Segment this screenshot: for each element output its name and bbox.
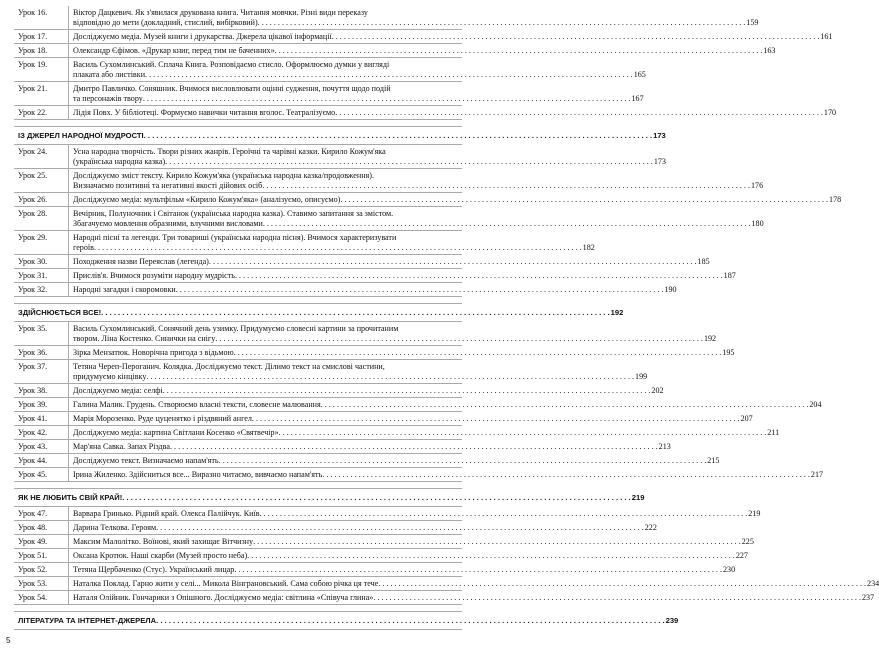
lesson-number: Урок 52. bbox=[18, 565, 48, 574]
lesson-title-line bbox=[73, 18, 758, 28]
lesson-title bbox=[68, 30, 833, 43]
lesson-title-text: Мар'яна Савка. Запах Різдва bbox=[73, 442, 170, 451]
lesson-title bbox=[68, 44, 775, 57]
dot-leader bbox=[235, 271, 723, 281]
lesson-title-text: Максим Малолітко. Воїнові, який захищає Вітчизну bbox=[73, 537, 254, 546]
lesson-title bbox=[68, 269, 736, 282]
lesson-title-text: Походження назви Переяслав (легенда) bbox=[73, 257, 209, 266]
lesson-number: Урок 36. bbox=[18, 348, 48, 357]
page-number: 5 bbox=[6, 636, 11, 645]
lesson-title bbox=[68, 6, 758, 29]
section-title: ІЗ ДЖЕРЕЛ НАРОДНОЇ МУДРОСТІ bbox=[18, 131, 144, 140]
lesson-page: 165 bbox=[633, 70, 646, 79]
dot-leader bbox=[101, 308, 609, 318]
section-title: ЯК НЕ ЛЮБИТЬ СВІЙ КРАЙ! bbox=[18, 493, 123, 502]
lesson-title bbox=[68, 549, 748, 562]
section-title: ЗДІЙСНЮЄТЬСЯ ВСЕ! bbox=[18, 308, 102, 317]
lesson-title-line bbox=[73, 8, 758, 18]
lesson-page: 217 bbox=[810, 470, 824, 479]
lesson-title-text: Наталя Олійник. Гончарики з Опішного. Досліджуємо медіа: світлина «Співуча глина» bbox=[73, 593, 374, 602]
lesson-title-text: плаката або листівки bbox=[73, 70, 146, 79]
lesson-page: 170 bbox=[823, 108, 837, 117]
lesson-page: 180 bbox=[751, 219, 764, 228]
lesson-title bbox=[68, 384, 664, 397]
lesson-title-line bbox=[73, 348, 734, 358]
lesson-page: 234 bbox=[867, 579, 879, 588]
lesson-title-text: Народні загадки і скоромовки bbox=[73, 285, 176, 294]
lesson-page: 207 bbox=[740, 414, 753, 423]
lesson-title-line bbox=[73, 551, 748, 561]
toc-entry[interactable] bbox=[14, 44, 776, 58]
lesson-title bbox=[68, 58, 646, 81]
lesson-title-text: Тетяна Щербаченко (Стус). Український лицар bbox=[73, 565, 235, 574]
lesson-number: Урок 28. bbox=[18, 209, 48, 218]
toc-entry[interactable] bbox=[14, 426, 780, 440]
lesson-title-text: Досліджуємо медіа: мультфільм «Кирило Кожум'яка» (аналізуємо, описуємо) bbox=[73, 195, 341, 204]
toc-entry[interactable] bbox=[14, 507, 761, 521]
lesson-title-text: Варвара Гринько. Рідний край. Олекса Палійчук. Київ bbox=[73, 509, 260, 518]
lesson-title-line bbox=[73, 108, 836, 118]
lesson-page: 173 bbox=[653, 157, 666, 166]
lesson-page: 161 bbox=[820, 32, 833, 41]
lesson-page: 199 bbox=[635, 372, 648, 381]
toc-entry[interactable] bbox=[14, 58, 646, 82]
lesson-title-line bbox=[73, 324, 716, 334]
lesson-title-line bbox=[73, 386, 664, 396]
lesson-title bbox=[68, 454, 719, 467]
lesson-title-line bbox=[73, 285, 677, 295]
toc-entry[interactable] bbox=[14, 549, 748, 563]
lesson-title-text: Досліджуємо зміст тексту. Кирило Кожум'яка (українська народна казка/продовження). bbox=[73, 171, 374, 180]
lesson-title bbox=[68, 507, 760, 520]
lesson-page: 176 bbox=[750, 181, 764, 190]
lesson-number: Урок 25. bbox=[18, 171, 48, 180]
lesson-page: 190 bbox=[664, 285, 677, 294]
lesson-title-text: Марія Морозенко. Руде цуценятко і різдвяний ангел bbox=[73, 414, 252, 423]
lesson-title-text: Лідія Повх. У бібліотеці. Формуємо навички читання вголос. Театралізуємо bbox=[73, 108, 336, 117]
lesson-page: 167 bbox=[631, 94, 644, 103]
lesson-number: Урок 41. bbox=[18, 414, 48, 423]
lesson-title-text: відповідно до мети (докладний, стислий, вибірковий) bbox=[73, 18, 258, 27]
dot-leader bbox=[219, 456, 707, 466]
dot-leader bbox=[279, 428, 767, 438]
lesson-page: 227 bbox=[735, 551, 748, 560]
lesson-page: 222 bbox=[644, 523, 657, 532]
dot-leader bbox=[373, 593, 861, 603]
toc-entry[interactable] bbox=[14, 563, 736, 577]
toc-entry[interactable] bbox=[14, 360, 648, 384]
lesson-title bbox=[68, 535, 754, 548]
lesson-title bbox=[68, 255, 710, 268]
lesson-title-line bbox=[73, 70, 646, 80]
dot-leader bbox=[275, 46, 763, 56]
lesson-title-line bbox=[73, 579, 879, 589]
lesson-title-text: Народні пісні та легенди. Три товариші (українська народна пісня). Вчимося характеризувати bbox=[73, 233, 397, 242]
section-title: ЛІТЕРАТУРА ТА ІНТЕРНЕТ-ДЖЕРЕЛА bbox=[18, 616, 157, 625]
lesson-title bbox=[68, 440, 671, 453]
lesson-number: Урок 47. bbox=[18, 509, 48, 518]
toc-entry[interactable] bbox=[14, 412, 753, 426]
toc-entry[interactable] bbox=[14, 322, 717, 346]
section-heading[interactable] bbox=[14, 488, 645, 507]
dot-leader bbox=[260, 509, 748, 519]
lesson-page: 215 bbox=[707, 456, 720, 465]
lesson-title-line bbox=[73, 456, 719, 466]
lesson-title bbox=[68, 193, 841, 206]
toc-entry[interactable] bbox=[14, 454, 720, 468]
lesson-title-text: Досліджуємо медіа: селфі bbox=[73, 386, 163, 395]
toc-entry[interactable] bbox=[14, 207, 764, 231]
lesson-title-line bbox=[73, 334, 716, 344]
lesson-page: 202 bbox=[651, 386, 664, 395]
lesson-title-line bbox=[73, 209, 764, 219]
lesson-number: Урок 53. bbox=[18, 579, 48, 588]
lesson-number: Урок 45. bbox=[18, 470, 48, 479]
lesson-title bbox=[68, 106, 836, 119]
toc-entry[interactable] bbox=[14, 6, 759, 30]
dot-leader bbox=[234, 565, 722, 575]
lesson-title-line bbox=[73, 195, 841, 205]
lesson-title-text: Наталка Поклад. Гарно жити у селі... Микола Вінграновський. Сама собою річка ця тече bbox=[73, 579, 379, 588]
lesson-title-line bbox=[73, 171, 763, 181]
dot-leader bbox=[94, 243, 582, 253]
toc-entry[interactable] bbox=[14, 169, 764, 193]
section-page: 239 bbox=[665, 616, 679, 625]
section-heading[interactable] bbox=[14, 303, 624, 322]
lesson-page: 159 bbox=[746, 18, 759, 27]
lesson-title bbox=[68, 207, 764, 230]
lesson-number: Урок 26. bbox=[18, 195, 48, 204]
lesson-title-line bbox=[73, 509, 760, 519]
lesson-title-text: Ірина Жиленко. Здійсниться все... Виразно читаємо, вивчаємо напам'ять bbox=[73, 470, 323, 479]
lesson-title-line bbox=[73, 60, 646, 70]
lesson-title-text: Дарина Телкова. Героям bbox=[73, 523, 157, 532]
dot-leader bbox=[163, 386, 651, 396]
lesson-page: 213 bbox=[658, 442, 671, 451]
lesson-title-line bbox=[73, 428, 779, 438]
dot-leader bbox=[322, 470, 810, 480]
lesson-title bbox=[68, 591, 874, 604]
lesson-page: 230 bbox=[722, 565, 736, 574]
lesson-number: Урок 16. bbox=[18, 8, 48, 17]
lesson-title-text: Вечірник, Полуночник і Світанок (українська народна казка). Ставимо запитання за змістом. bbox=[73, 209, 394, 218]
dot-leader bbox=[321, 400, 809, 410]
lesson-page: 219 bbox=[748, 509, 761, 518]
dot-leader bbox=[165, 157, 653, 167]
lesson-number: Урок 44. bbox=[18, 456, 48, 465]
toc-entry[interactable] bbox=[14, 398, 822, 412]
lesson-title-text: Галина Малик. Грудень. Створюємо власні тексти, словесне малювання bbox=[73, 400, 321, 409]
toc-entry[interactable] bbox=[14, 591, 875, 605]
lesson-title bbox=[68, 322, 716, 345]
lesson-number: Урок 42. bbox=[18, 428, 48, 437]
toc-entry[interactable] bbox=[14, 440, 671, 454]
dot-leader bbox=[176, 285, 664, 295]
lesson-page: 225 bbox=[741, 537, 754, 546]
lesson-page: 187 bbox=[723, 271, 736, 280]
toc-entry[interactable] bbox=[14, 283, 677, 297]
lesson-title bbox=[68, 563, 735, 576]
lesson-title-text: твором. Ліна Костенко. Синички на снігу bbox=[73, 334, 216, 343]
lesson-page: 192 bbox=[703, 334, 717, 343]
lesson-title-line bbox=[73, 32, 833, 42]
lesson-title bbox=[68, 346, 734, 359]
lesson-title bbox=[68, 398, 822, 411]
lesson-title-line bbox=[73, 362, 647, 372]
lesson-title-line bbox=[73, 470, 823, 480]
lesson-title bbox=[68, 426, 779, 439]
lesson-number: Урок 38. bbox=[18, 386, 48, 395]
lesson-page: 163 bbox=[763, 46, 776, 55]
lesson-title-line bbox=[73, 157, 666, 167]
lesson-title-line bbox=[73, 84, 644, 94]
lesson-title bbox=[68, 521, 657, 534]
lesson-title-text: Дмитро Павличко. Соняшник. Вчимося висловлювати оцінні судження, почуття щодо подій bbox=[73, 84, 391, 93]
lesson-title-text: Досліджуємо медіа. Музей книги і друкарства. Джерела цікавої інформації bbox=[73, 32, 332, 41]
lesson-title bbox=[68, 82, 644, 105]
lesson-title bbox=[68, 283, 677, 296]
lesson-number: Урок 19. bbox=[18, 60, 48, 69]
lesson-number: Урок 29. bbox=[18, 233, 48, 242]
toc-entry[interactable] bbox=[14, 193, 842, 207]
lesson-number: Урок 35. bbox=[18, 324, 48, 333]
dot-leader bbox=[156, 523, 644, 533]
lesson-page: 204 bbox=[809, 400, 822, 409]
lesson-title bbox=[68, 360, 647, 383]
toc-entry[interactable] bbox=[14, 30, 833, 44]
lesson-title-line bbox=[73, 181, 763, 191]
toc-entry[interactable] bbox=[14, 255, 710, 269]
lesson-title bbox=[68, 231, 595, 254]
lesson-page: 195 bbox=[722, 348, 735, 357]
lesson-number: Урок 49. bbox=[18, 537, 48, 546]
toc-entry[interactable] bbox=[14, 231, 595, 255]
lesson-number: Урок 51. bbox=[18, 551, 48, 560]
lesson-title-text: Прислів'я. Вчимося розуміти народну мудрість bbox=[73, 271, 235, 280]
lesson-title-text: придумуємо кінцівку bbox=[73, 372, 147, 381]
lesson-number: Урок 24. bbox=[18, 147, 48, 156]
dot-leader bbox=[122, 493, 630, 503]
toc-entry[interactable] bbox=[14, 521, 657, 535]
lesson-number: Урок 31. bbox=[18, 271, 48, 280]
dot-leader bbox=[253, 537, 741, 547]
lesson-page: 237 bbox=[862, 593, 875, 602]
lesson-title-line bbox=[73, 46, 775, 56]
section-heading[interactable] bbox=[14, 611, 679, 630]
toc-entry[interactable] bbox=[14, 145, 666, 169]
lesson-title-line bbox=[73, 219, 764, 229]
lesson-title bbox=[68, 468, 823, 481]
lesson-title-line bbox=[73, 243, 595, 253]
lesson-page: 185 bbox=[697, 257, 710, 266]
dot-leader bbox=[335, 108, 823, 118]
lesson-title-line bbox=[73, 593, 874, 603]
lesson-number: Урок 48. bbox=[18, 523, 48, 532]
lesson-number: Урок 30. bbox=[18, 257, 48, 266]
dot-leader bbox=[215, 334, 703, 344]
lesson-title-text: Віктор Дацкевич. Як з'явилася друкована книга. Читання мовчки. Різні види переказу bbox=[73, 8, 368, 17]
lesson-title-line bbox=[73, 94, 644, 104]
toc-entry[interactable] bbox=[14, 468, 824, 482]
dot-leader bbox=[247, 551, 735, 561]
dot-leader bbox=[378, 579, 866, 589]
lesson-title-text: Василь Сухомлинський. Сплача Книга. Розповідаємо стисло. Оформлюємо думки у вигляді bbox=[73, 60, 390, 69]
section-page: 173 bbox=[653, 131, 666, 140]
dot-leader bbox=[146, 372, 634, 382]
lesson-title-text: Олександр Єфімов. «Друкар книг, перед тим не баченних» bbox=[73, 46, 275, 55]
lesson-number: Урок 43. bbox=[18, 442, 48, 451]
lesson-title-text: Досліджуємо текст. Визначаємо напам'ять bbox=[73, 456, 219, 465]
toc-entry[interactable] bbox=[14, 577, 879, 591]
lesson-number: Урок 39. bbox=[18, 400, 48, 409]
dot-leader bbox=[340, 195, 828, 205]
table-of-contents bbox=[14, 6, 879, 630]
lesson-number: Урок 18. bbox=[18, 46, 48, 55]
lesson-title-line bbox=[73, 442, 671, 452]
lesson-title-text: Тетяна Череп-Пероганич. Колядка. Досліджуємо текст. Ділимо текст на смислові частини, bbox=[73, 362, 385, 371]
dot-leader bbox=[145, 70, 633, 80]
lesson-title-line bbox=[73, 233, 595, 243]
lesson-title-text: Досліджуємо медіа: картина Світлани Косенко «Святвечір» bbox=[73, 428, 279, 437]
lesson-number: Урок 37. bbox=[18, 362, 48, 371]
lesson-title-line bbox=[73, 400, 822, 410]
toc-entry[interactable] bbox=[14, 384, 664, 398]
lesson-number: Урок 22. bbox=[18, 108, 48, 117]
dot-leader bbox=[252, 414, 740, 424]
toc-entry[interactable] bbox=[14, 82, 644, 106]
lesson-title-text: та персонажів твору bbox=[73, 94, 143, 103]
lesson-title bbox=[68, 169, 763, 192]
dot-leader bbox=[263, 219, 751, 229]
section-heading[interactable] bbox=[14, 126, 666, 145]
lesson-title-text: Зірка Мензатюк. Новорічна пригода з відьмою bbox=[73, 348, 234, 357]
lesson-title-line bbox=[73, 271, 736, 281]
lesson-title-line bbox=[73, 147, 666, 157]
lesson-title bbox=[68, 412, 753, 425]
lesson-title-line bbox=[73, 523, 657, 533]
lesson-title-line bbox=[73, 372, 647, 382]
lesson-title-text: Василь Сухомлинський. Сонячний день узимку. Придумуємо словесні картини за прочитаним bbox=[73, 324, 399, 333]
lesson-title-text: Усна народна творчість. Твори різних жанрів. Героїчні та чарівні казки. Кирило Кожум'яка bbox=[73, 147, 386, 156]
toc-entry[interactable] bbox=[14, 106, 837, 120]
lesson-page: 178 bbox=[829, 195, 842, 204]
toc-entry[interactable] bbox=[14, 346, 735, 360]
dot-leader bbox=[170, 442, 658, 452]
lesson-page: 211 bbox=[767, 428, 780, 437]
dot-leader bbox=[209, 257, 697, 267]
lesson-title-line bbox=[73, 414, 753, 424]
lesson-title-line bbox=[73, 565, 735, 575]
lesson-title bbox=[68, 577, 879, 590]
section-page: 219 bbox=[631, 493, 645, 502]
toc-entry[interactable] bbox=[14, 269, 736, 283]
dot-leader bbox=[156, 616, 664, 626]
lesson-title-text: Збагачуємо мовлення образними, влучними висловами bbox=[73, 219, 263, 228]
lesson-number: Урок 21. bbox=[18, 84, 48, 93]
lesson-title-line bbox=[73, 257, 710, 267]
lesson-number: Урок 32. bbox=[18, 285, 48, 294]
dot-leader bbox=[143, 94, 631, 104]
lesson-title bbox=[68, 145, 666, 168]
lesson-page: 182 bbox=[582, 243, 595, 252]
dot-leader bbox=[144, 131, 652, 141]
dot-leader bbox=[332, 32, 820, 42]
lesson-title-line bbox=[73, 537, 754, 547]
dot-leader bbox=[258, 18, 746, 28]
dot-leader bbox=[234, 348, 722, 358]
lesson-title-text: Визначаємо позитивні та негативні якості дійових осіб bbox=[73, 181, 263, 190]
lesson-number: Урок 54. bbox=[18, 593, 48, 602]
toc-entry[interactable] bbox=[14, 535, 754, 549]
lesson-title-text: Оксана Кротюк. Наші скарби (Музей просто неба) bbox=[73, 551, 248, 560]
lesson-title-text: героїв bbox=[73, 243, 94, 252]
dot-leader bbox=[262, 181, 750, 191]
lesson-title-text: (українська народна казка) bbox=[73, 157, 166, 166]
section-page: 192 bbox=[610, 308, 624, 317]
lesson-number: Урок 17. bbox=[18, 32, 48, 41]
